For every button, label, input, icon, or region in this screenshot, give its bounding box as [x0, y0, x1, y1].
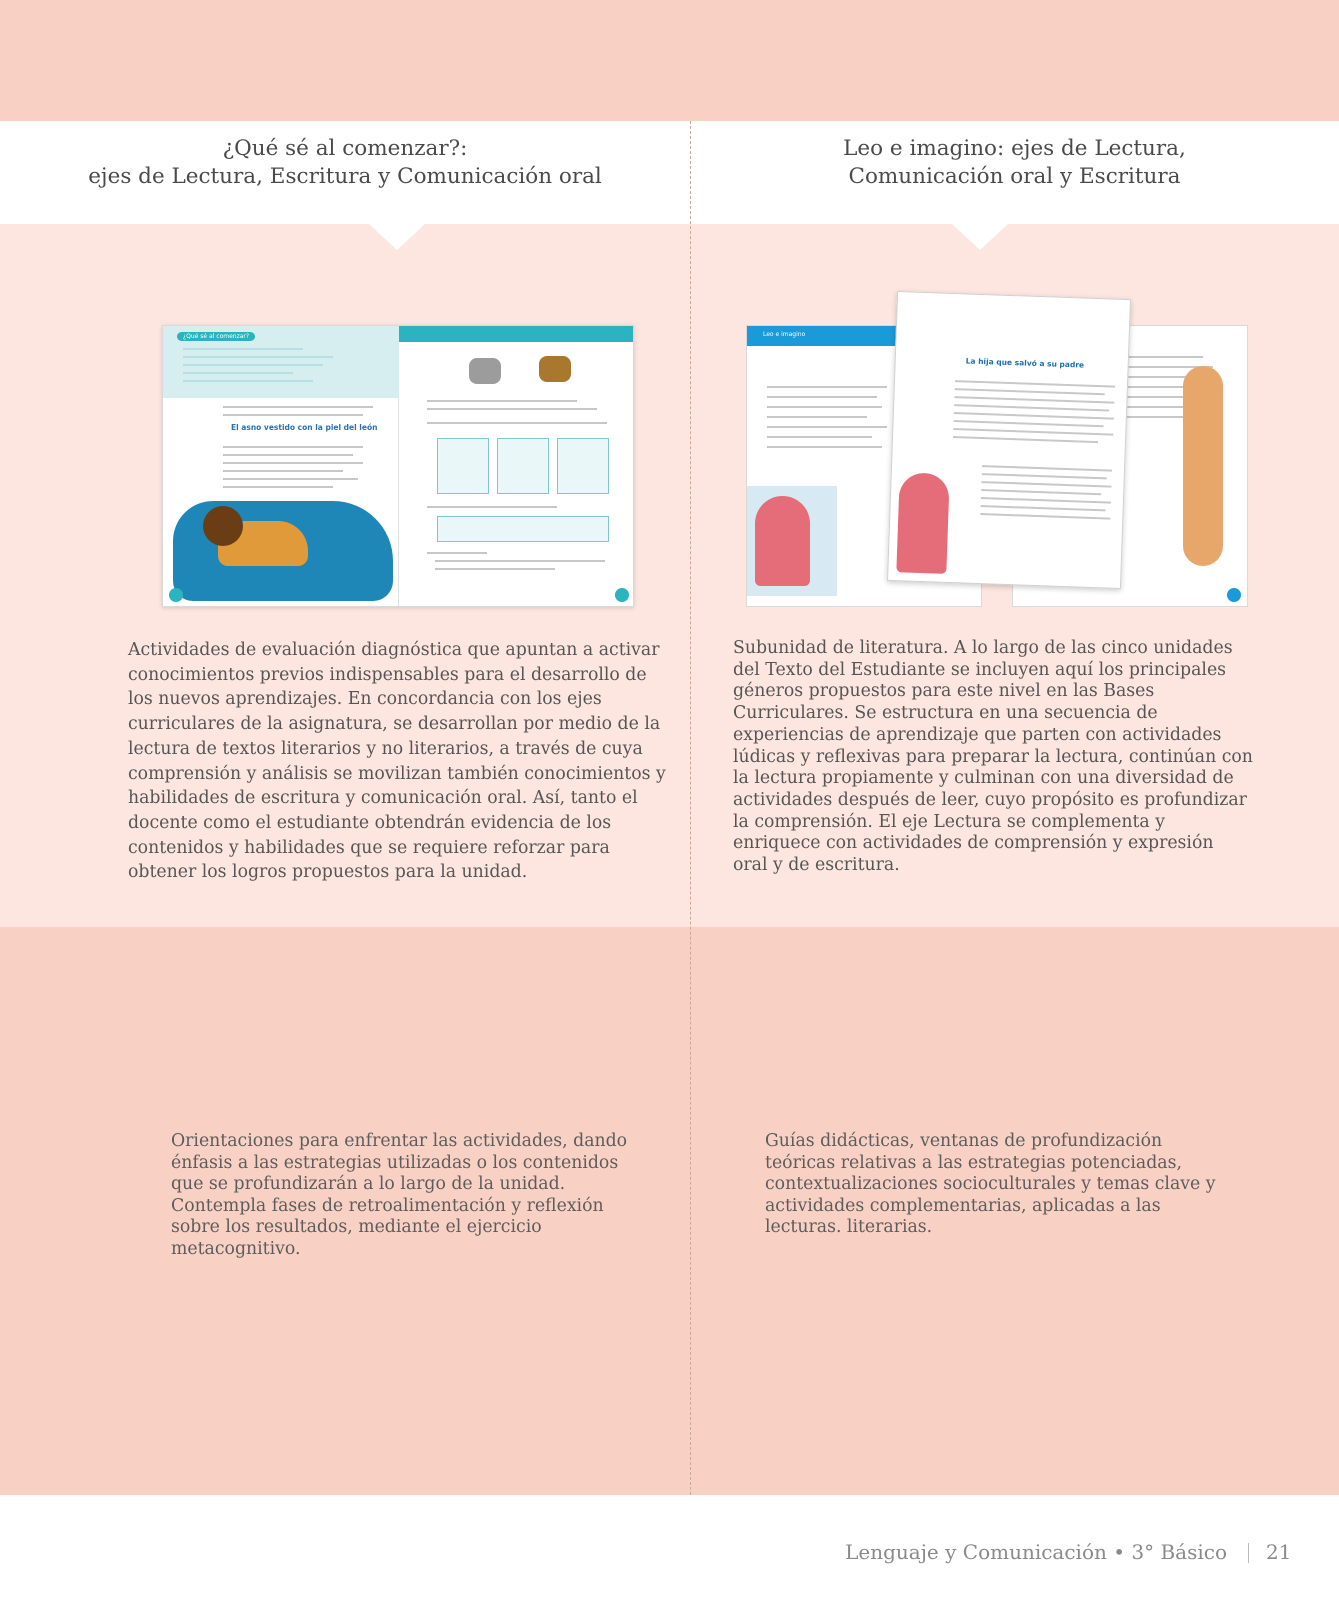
- lion-image: [539, 356, 571, 382]
- header-row: [0, 121, 1339, 224]
- page-footer: [0, 1540, 1339, 1568]
- description-left: Actividades de evaluación diagnóstica que apuntan a activar conocimientos previos indispensables para el desarrollo de los nuevos aprendizajes. En concordancia con los ejes curriculares de la asignatura, se desarrollan por medio de la lectura de textos literarios y no literarios, a través de cuya comprensión y análisis se movilizan también conocimientos y habilidades de escritura y comunicación oral. Así, tanto el docente como el estudiante obtendrán evidencia de los contenidos y habilidades que se requiere reforzar para obtener los logros propuestos para la unidad.: [128, 640, 666, 883]
- description-right: Subunidad de literatura. A lo largo de las cinco unidades del Texto del Estudiante se incluyen aquí los principales géneros propuestos para este nivel en las Bases Curriculares. Se estructura en una secuencia de experiencias de aprendizaje que parten con actividades lúdicas y reflexivas para preparar la lectura, continúan con la lectura propiamente y culminan con una diversidad de actividades después de leer, cuyo propósito es profundizar la comprensión. El eje Lectura se complementa y enriquece con actividades de comprensión y expresión oral y de escritura.: [733, 638, 1253, 876]
- girl-illustration: [755, 496, 810, 586]
- book-page-thumbnail-front: [887, 291, 1131, 589]
- note-right: Guías didácticas, ventanas de profundización teóricas relativas a las estrategias potenciadas, contextualizaciones socioculturales y temas clave y actividades complementarias, aplicadas a las lecturas. literarias.: [765, 1131, 1216, 1237]
- column-divider: [690, 121, 691, 1495]
- notch-left: [369, 224, 425, 250]
- thumb-left-tag: ¿Qué sé al comenzar?: [177, 332, 255, 341]
- thumb-right-page: [399, 326, 634, 606]
- hanging-figure-illustration: [1183, 366, 1223, 566]
- donkey-image: [469, 358, 501, 384]
- heading-right-line-1: Leo e imagino: ejes de Lectura,: [843, 136, 1186, 161]
- thumb-right-tag: Leo e imagino: [757, 330, 811, 339]
- notch-right: [952, 224, 1008, 250]
- heading-right: [690, 135, 1339, 191]
- thumb-right-story-title: La hija que salvó a su padre: [965, 356, 1085, 370]
- page-number: 21: [1266, 1540, 1292, 1564]
- heading-left-line-2: ejes de Lectura, Escritura y Comunicación oral: [88, 164, 602, 189]
- footer-title: Lenguaje y Comunicación • 3° Básico: [845, 1540, 1227, 1564]
- heading-left: [0, 135, 690, 191]
- thumb-left-page: [163, 326, 399, 606]
- note-left: Orientaciones para enfrentar las actividades, dando énfasis a las estrategias utilizadas o los contenidos que se profundizarán a lo largo de la unidad. Contempla fases de retroalimentación y reflexión sobre los resultados, mediante el ejercicio metacognitivo.: [171, 1131, 628, 1259]
- thumb-left-story-title: El asno vestido con la piel del león: [231, 423, 378, 432]
- heading-right-line-2: Comunicación oral y Escritura: [848, 164, 1181, 189]
- footer-separator: [1248, 1543, 1249, 1563]
- heading-left-line-1: ¿Qué sé al comenzar?:: [222, 136, 468, 161]
- top-band: [0, 0, 1339, 121]
- book-spread-thumbnail-left: [162, 325, 634, 607]
